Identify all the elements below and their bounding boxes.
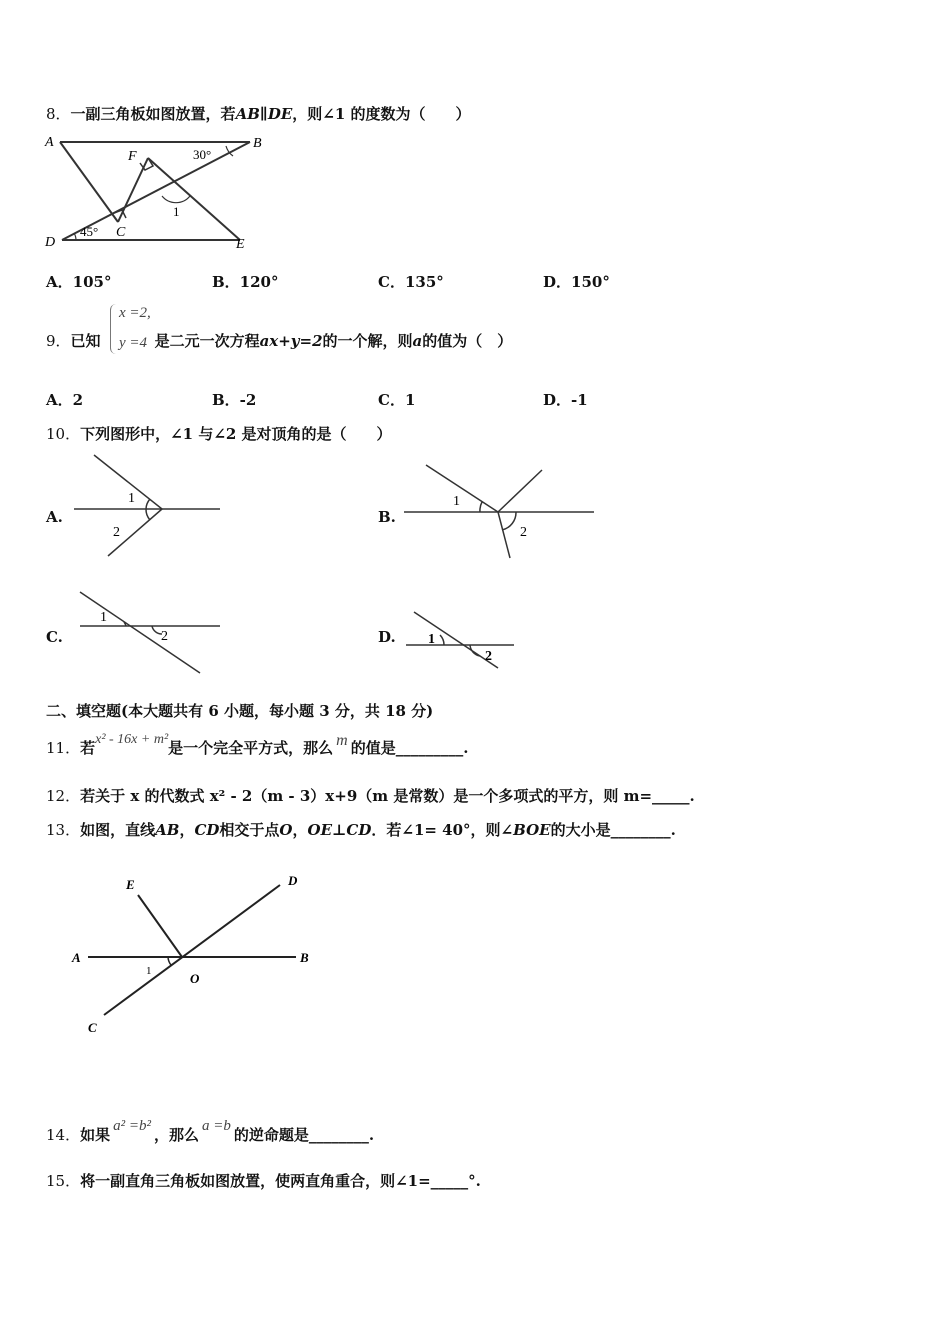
q13-label-d: D (288, 873, 298, 888)
q12-stem (46, 785, 695, 806)
q10-b-angle-1: 1 (453, 494, 460, 509)
q13-boe: BOE (513, 821, 551, 839)
q14-text-mid: ，那么 (153, 1126, 199, 1144)
q8-text-pre: 一副三角板如图放置，若 (70, 105, 236, 123)
q9-option-d[interactable]: D．-1 (543, 391, 588, 409)
q10-text: 下列图形中，∠1 与∠2 是对顶角的是（ ） (80, 425, 392, 443)
q13-sep: ， (179, 821, 195, 839)
q9-text-mid: 是二元一次方程 (154, 332, 260, 350)
q8-parallel: ∥ (259, 105, 268, 123)
q10-figure-c[interactable] (70, 585, 230, 685)
q10-option-b-label[interactable]: B. (378, 508, 396, 526)
q10-a-angle-1: 1 (128, 491, 135, 506)
q8-option-d[interactable]: D．150° (543, 273, 610, 291)
q13-angle-1: 1 (146, 965, 152, 977)
q8-label-a: A (45, 135, 54, 150)
q9-stem (46, 330, 512, 351)
q8-label-d: D (45, 235, 56, 250)
q10-c-angle-2: 2 (161, 629, 168, 644)
q10-option-c-label[interactable]: C. (46, 628, 63, 646)
q9-text-mid2: 的一个解，则 (322, 332, 413, 350)
q8-ab: AB (235, 105, 260, 123)
q13-sep2: ， (292, 821, 308, 839)
q14-text-post: 的逆命题是________. (233, 1126, 375, 1144)
q8-angle-45: 45° (80, 224, 99, 239)
q9-equation: ax+y=2 (259, 332, 323, 350)
q9-option-a[interactable]: A．2 (46, 391, 84, 409)
q13-figure (60, 865, 340, 1045)
q13-stem (46, 819, 676, 840)
q10-option-a-label[interactable]: A. (46, 508, 63, 526)
q8-stem (46, 103, 471, 124)
q15-text: 将一副直角三角板如图放置，使两直角重合，则∠1=_____°. (80, 1172, 481, 1190)
q14-expression-1: a² =b² (113, 1118, 151, 1134)
q8-option-a[interactable]: A．105° (46, 273, 112, 291)
q13-label-b: B (300, 950, 309, 965)
q11-text-pre: 若 (80, 739, 96, 757)
q8-option-b[interactable]: B．120° (212, 273, 279, 291)
q9-number: 9． (46, 332, 71, 350)
q9-eq-x: x =2, (119, 305, 151, 321)
q15-stem (46, 1170, 481, 1191)
q8-label-f: F (128, 149, 137, 164)
q13-cd: CD (194, 821, 220, 839)
q11-expression: x² - 16x + m² (95, 732, 169, 747)
q13-ab: AB (155, 821, 180, 839)
q8-angle-30: 30° (193, 147, 212, 162)
q11-stem (46, 732, 469, 758)
q13-label-e: E (126, 877, 135, 892)
q13-label-a: A (72, 950, 81, 965)
q10-option-d-label[interactable]: D. (378, 628, 396, 646)
q9-option-c[interactable]: C．1 (378, 391, 416, 409)
q12-number: 12． (46, 787, 81, 805)
q13-text-pre: 如图，直线 (80, 821, 156, 839)
q14-stem (46, 1118, 375, 1145)
q13-label-c: C (88, 1020, 97, 1035)
q13-text-mid2: ．若∠1= 40°，则∠ (371, 821, 514, 839)
q15-number: 15． (46, 1172, 81, 1190)
q10-number: 10． (46, 425, 81, 443)
q11-text-post: 的值是_________. (350, 739, 469, 757)
q8-text-post: ，则∠1 的度数为（ ） (292, 105, 471, 123)
q9-option-b[interactable]: B．-2 (212, 391, 257, 409)
q8-figure (40, 130, 280, 250)
q13-text-mid: 相交于点 (219, 821, 280, 839)
q14-expression-2: a =b (202, 1118, 231, 1134)
q10-d-angle-2: 2 (485, 649, 492, 664)
q9-text-post: 的值为（ ） (422, 332, 513, 350)
q11-number: 11． (46, 739, 81, 757)
q8-de: DE (267, 105, 293, 123)
q13-o: O (279, 821, 293, 839)
q8-label-e: E (236, 237, 245, 252)
q8-option-c[interactable]: C．135° (378, 273, 444, 291)
q11-var-m: m (336, 732, 348, 749)
q10-figure-a[interactable] (70, 450, 230, 570)
section-fill-in-title: 二、填空题(本大题共有 6 小题，每小题 3 分，共 18 分) (46, 702, 434, 720)
q10-stem (46, 423, 392, 444)
q11-text-mid: 是一个完全平方式，那么 (168, 739, 334, 757)
q10-figure-b[interactable] (400, 460, 600, 570)
q13-text-post: 的大小是________. (550, 821, 676, 839)
q9-eq-y: y =4 (119, 335, 148, 351)
q12-text: 若关于 x 的代数式 x² - 2（m - 3）x+9（m 是常数）是一个多项式的平方，则 m=_____. (80, 787, 695, 805)
q10-d-angle-1: 1 (428, 632, 435, 647)
q10-c-angle-1: 1 (100, 610, 107, 625)
q13-label-o: O (190, 971, 200, 986)
q10-figure-d[interactable] (400, 605, 530, 680)
q13-perp: OE⊥CD (307, 821, 372, 839)
q10-a-angle-2: 2 (113, 525, 120, 540)
q14-text-pre: 如果 (80, 1126, 111, 1144)
q8-label-b: B (253, 136, 262, 151)
q10-b-angle-2: 2 (520, 525, 527, 540)
q9-var-a: a (412, 332, 423, 350)
q14-number: 14． (46, 1126, 81, 1144)
q13-number: 13． (46, 821, 81, 839)
q8-label-c: C (116, 225, 126, 240)
q8-number: 8． (46, 105, 71, 123)
q9-text-pre: 已知 (70, 332, 101, 350)
q8-angle-1: 1 (173, 204, 180, 219)
